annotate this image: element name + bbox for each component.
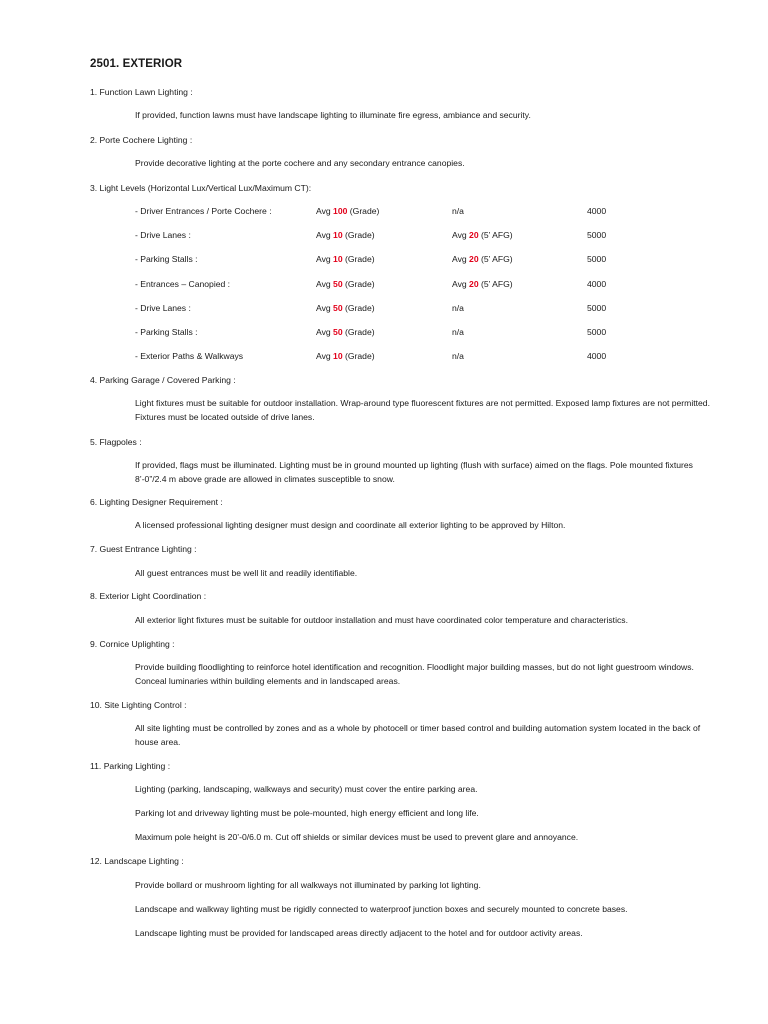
- section-text-guest-entrance: All guest entrances must be well lit and readily identifiable.: [135, 568, 358, 578]
- section-heading-landscape-lighting: 12. Landscape Lighting :: [90, 856, 184, 866]
- vertical-lux: n/a: [452, 206, 464, 216]
- section-text-lighting-designer: A licensed professional lighting designer must design and coordinate all exterior lighting to be approved by Hilton.: [135, 520, 566, 530]
- light-level-row: [0, 301, 768, 315]
- horizontal-lux: Avg 10 (Grade): [316, 254, 375, 264]
- light-level-row: [0, 277, 768, 291]
- section-text-light-coordination: All exterior light fixtures must be suitable for outdoor installation and must have coordinated color temperature and characteristics.: [135, 615, 628, 625]
- horizontal-lux: Avg 50 (Grade): [316, 327, 375, 337]
- section-heading-parking-garage: 4. Parking Garage / Covered Parking :: [90, 375, 236, 385]
- horizontal-lux: Avg 50 (Grade): [316, 279, 375, 289]
- horizontal-lux-value: 10: [333, 351, 343, 361]
- section-text-landscape-lighting-2: Landscape and walkway lighting must be rigidly connected to waterproof junction boxes and securely mounted to concrete bases.: [135, 904, 628, 914]
- horizontal-lux: Avg 100 (Grade): [316, 206, 380, 216]
- light-level-row: [0, 252, 768, 266]
- vertical-lux: n/a: [452, 303, 464, 313]
- horizontal-lux-value: 50: [333, 303, 343, 313]
- section-text-cornice-uplighting: Provide building floodlighting to reinforce hotel identification and recognition. Floodlight major building masses, but do not light guestroom windows. Conceal luminaries within building elements and in landscaped areas.: [135, 662, 694, 687]
- light-level-row: [0, 204, 768, 218]
- section-heading-light-levels: 3. Light Levels (Horizontal Lux/Vertical Lux/Maximum CT):: [90, 183, 312, 193]
- section-text-parking-garage: Light fixtures must be suitable for outdoor installation. Wrap-around type fluorescent fixtures are not permitted. Exposed lamp fixtures are not permitted. Fixtures must be located outside of drive lanes.: [135, 398, 710, 423]
- row-label: - Entrances – Canopied :: [135, 279, 231, 289]
- row-label: - Parking Stalls :: [135, 327, 198, 337]
- vertical-lux-value: 20: [469, 230, 479, 240]
- section-heading-porte-cochere: 2. Porte Cochere Lighting :: [90, 135, 193, 145]
- vertical-lux: n/a: [452, 327, 464, 337]
- vertical-lux-value: 20: [469, 254, 479, 264]
- section-text-parking-lighting-2: Parking lot and driveway lighting must be pole-mounted, high energy efficient and long life.: [135, 808, 479, 818]
- page-title: 2501. EXTERIOR: [90, 58, 183, 70]
- horizontal-lux-value: 50: [333, 279, 343, 289]
- horizontal-lux-value: 10: [333, 254, 343, 264]
- vertical-lux: Avg 20 (5’ AFG): [452, 230, 513, 240]
- vertical-lux: Avg 20 (5’ AFG): [452, 279, 513, 289]
- section-heading-flagpoles: 5. Flagpoles :: [90, 437, 142, 447]
- section-heading-site-lighting-control: 10. Site Lighting Control :: [90, 700, 187, 710]
- row-label: - Parking Stalls :: [135, 254, 198, 264]
- horizontal-lux: Avg 10 (Grade): [316, 230, 375, 240]
- light-level-row: [0, 325, 768, 339]
- row-label: - Drive Lanes :: [135, 230, 191, 240]
- vertical-lux: Avg 20 (5’ AFG): [452, 254, 513, 264]
- section-text-function-lawn: If provided, function lawns must have landscape lighting to illuminate fire egress, ambiance and security.: [135, 110, 531, 120]
- section-text-flagpoles: If provided, flags must be illuminated. Lighting must be in ground mounted up lighting (flush with surface) aimed on the flags. Pole mounted fixtures 8’-0”/2.4 m above grade are allowed in climates susceptible to snow.: [135, 460, 693, 485]
- row-label: - Drive Lanes :: [135, 303, 191, 313]
- horizontal-lux: Avg 50 (Grade): [316, 303, 375, 313]
- section-heading-function-lawn: 1. Function Lawn Lighting :: [90, 87, 193, 97]
- max-ct: 4000: [587, 351, 607, 361]
- max-ct: 5000: [587, 327, 607, 337]
- section-heading-light-coordination: 8. Exterior Light Coordination :: [90, 591, 207, 601]
- horizontal-lux-value: 10: [333, 230, 343, 240]
- section-text-landscape-lighting-1: Provide bollard or mushroom lighting for all walkways not illuminated by parking lot lighting.: [135, 880, 481, 890]
- max-ct: 4000: [587, 206, 607, 216]
- light-level-row: [0, 228, 768, 242]
- section-heading-guest-entrance: 7. Guest Entrance Lighting :: [90, 544, 197, 554]
- section-heading-lighting-designer: 6. Lighting Designer Requirement :: [90, 497, 223, 507]
- section-heading-parking-lighting: 11. Parking Lighting :: [90, 761, 171, 771]
- section-text-parking-lighting-1: Lighting (parking, landscaping, walkways and security) must cover the entire parking area.: [135, 784, 478, 794]
- section-heading-cornice-uplighting: 9. Cornice Uplighting :: [90, 639, 175, 649]
- section-text-porte-cochere: Provide decorative lighting at the porte cochere and any secondary entrance canopies.: [135, 158, 465, 168]
- vertical-lux-value: 20: [469, 279, 479, 289]
- horizontal-lux-value: 50: [333, 327, 343, 337]
- max-ct: 5000: [587, 254, 607, 264]
- row-label: - Driver Entrances / Porte Cochere :: [135, 206, 272, 216]
- horizontal-lux-value: 100: [333, 206, 348, 216]
- light-level-row: [0, 349, 768, 363]
- row-label: - Exterior Paths & Walkways: [135, 351, 244, 361]
- section-text-parking-lighting-3: Maximum pole height is 20’-0/6.0 m. Cut off shields or similar devices must be used to prevent glare and annoyance.: [135, 832, 579, 842]
- vertical-lux: n/a: [452, 351, 464, 361]
- horizontal-lux: Avg 10 (Grade): [316, 351, 375, 361]
- section-text-landscape-lighting-3: Landscape lighting must be provided for landscaped areas directly adjacent to the hotel and for outdoor activity areas.: [135, 928, 583, 938]
- max-ct: 5000: [587, 230, 607, 240]
- section-text-site-lighting-control: All site lighting must be controlled by zones and as a whole by photocell or timer based control and building automation system located in the back of house area.: [135, 723, 701, 748]
- max-ct: 5000: [587, 303, 607, 313]
- max-ct: 4000: [587, 279, 607, 289]
